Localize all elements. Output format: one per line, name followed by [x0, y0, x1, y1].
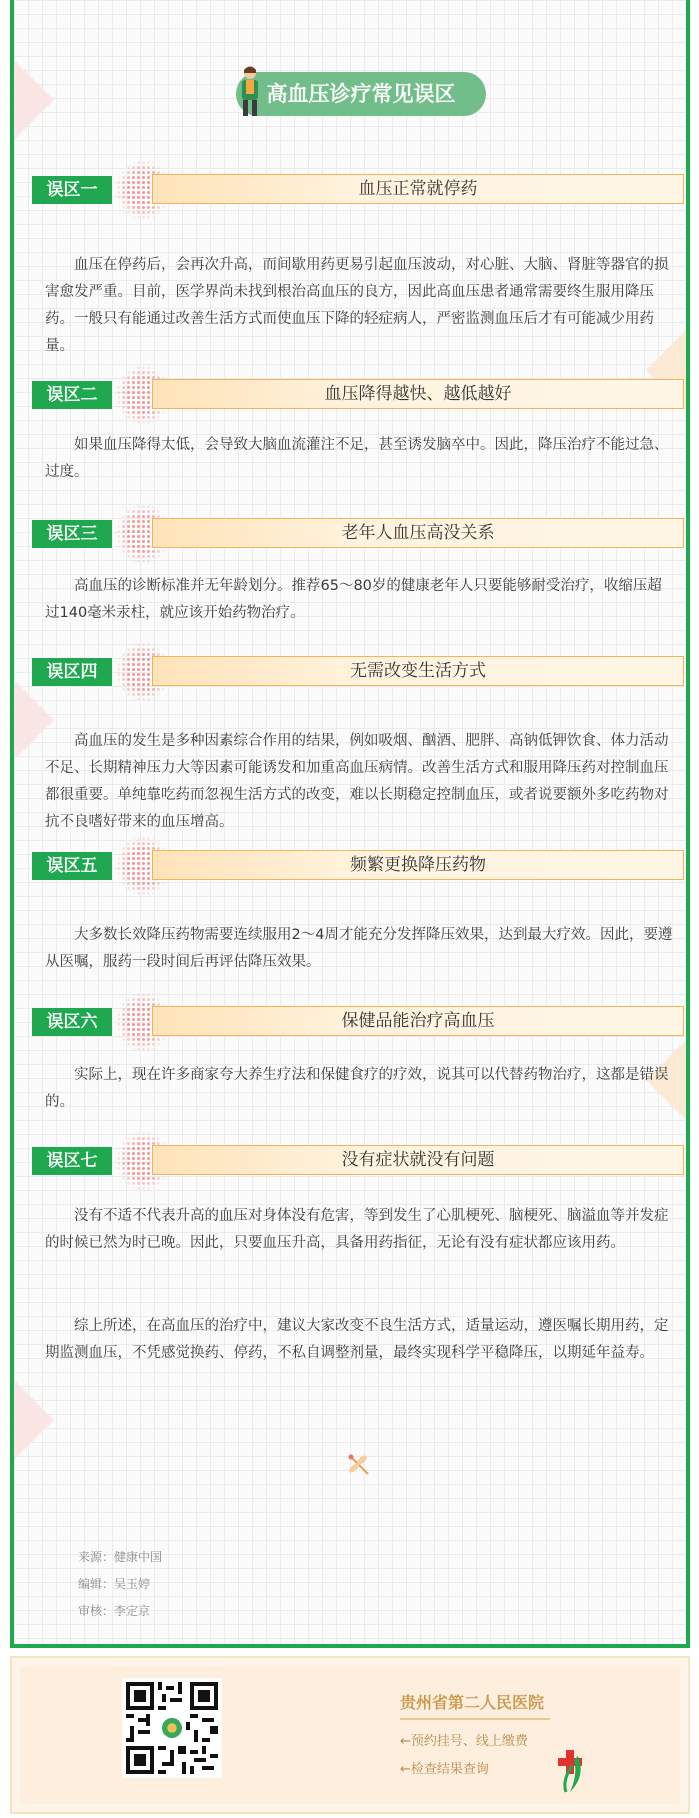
myth-body: 实际上，现在许多商家夸大养生疗法和保健食疗的疗效，说其可以代替药物治疗，这都是错误的。	[45, 1067, 669, 1110]
myth-header-6	[32, 1006, 682, 1038]
summary-paragraph: 综上所述，在高血压的治疗中，建议大家改变不良生活方式，适量运动，遵医嘱长期用药，定期监测血压，不凭感觉换药、停药，不私自调整剂量，最终实现科学平稳降压，以期延年益寿。	[45, 1318, 669, 1361]
myth-tag: 误区七	[32, 1147, 112, 1175]
myth-heading: 血压降得越快、越低越好	[152, 379, 684, 409]
myth-tag: 误区六	[32, 1008, 112, 1036]
credit-editor: 编辑：吴玉婷	[78, 1577, 151, 1591]
myth-tag: 误区四	[32, 658, 112, 686]
myth-tag: 误区一	[32, 176, 112, 204]
myth-header-4	[32, 656, 682, 688]
credit-source: 来源：健康中国	[78, 1550, 163, 1564]
link-results[interactable]: ←检查结果查询	[400, 1762, 489, 1777]
link-appointment[interactable]: ←预约挂号、线上缴费	[400, 1734, 528, 1749]
hospital-logo-icon	[552, 1746, 588, 1794]
footer-card	[10, 1656, 690, 1814]
qr-code-icon[interactable]	[122, 1678, 222, 1778]
myth-body: 没有不适不代表升高的血压对身体没有危害，等到发生了心肌梗死、脑梗死、脑溢血等并发症的时候已然为时已晚。因此，只要血压升高，具备用药指征，无论有没有症状都应该用药。	[45, 1208, 669, 1251]
divider	[400, 1718, 550, 1720]
myth-tag: 误区二	[32, 381, 112, 409]
dragonfly-icon	[344, 1450, 374, 1480]
myth-body: 大多数长效降压药物需要连续服用2～4周才能充分发挥降压效果，达到最大疗效。因此，要遵从医嘱，服药一段时间后再评估降压效果。	[45, 927, 673, 970]
myth-body: 高血压的发生是多种因素综合作用的结果，例如吸烟、酗酒、肥胖、高钠低钾饮食、体力活动不足、长期精神压力大等因素可能诱发和加重高血压病情。改善生活方式和服用降压药对控制血压都很重要。单纯靠吃药而忽视生活方式的改变，难以长期稳定控制血压，或者说要额外多吃药物对抗不良嗜好带来的血压增高。	[45, 733, 669, 830]
myth-header-3	[32, 518, 682, 550]
decor-triangle	[14, 1380, 54, 1460]
myth-body: 血压在停药后，会再次升高，而间歇用药更易引起血压波动，对心脏、大脑、肾脏等器官的损害愈发严重。目前，医学界尚未找到根治高血压的良方，因此高血压患者通常需要终生服用降压药。一般只有能通过改善生活方式而使血压下降的轻症病人，严密监测血压后才有可能减少用药量。	[45, 257, 669, 354]
hospital-name: 贵州省第二人民医院	[400, 1693, 545, 1712]
myth-heading: 老年人血压高没关系	[152, 518, 684, 548]
myth-tag: 误区五	[32, 852, 112, 880]
myth-header-5	[32, 850, 682, 882]
myth-heading: 没有症状就没有问题	[152, 1145, 684, 1175]
myth-heading: 无需改变生活方式	[152, 656, 684, 686]
credit-reviewer: 审核：李定京	[78, 1604, 151, 1618]
myth-heading: 血压正常就停药	[152, 174, 684, 204]
myth-heading: 频繁更换降压药物	[152, 850, 684, 880]
article-card	[10, 0, 690, 1648]
myth-header-7	[32, 1145, 682, 1177]
myth-heading: 保健品能治疗高血压	[152, 1006, 684, 1036]
page-title: 高血压诊疗常见误区	[236, 72, 486, 116]
decor-triangle	[14, 60, 54, 140]
myth-header-1	[32, 174, 682, 206]
myth-tag: 误区三	[32, 520, 112, 548]
doctor-figure-icon	[230, 64, 270, 118]
myth-body: 如果血压降得太低，会导致大脑血流灌注不足，甚至诱发脑卒中。因此，降压治疗不能过急、过度。	[45, 437, 669, 480]
myth-header-2	[32, 379, 682, 411]
myth-body: 高血压的诊断标准并无年龄划分。推荐65～80岁的健康老年人只要能够耐受治疗，收缩压超过140毫米汞柱，就应该开始药物治疗。	[45, 578, 662, 621]
